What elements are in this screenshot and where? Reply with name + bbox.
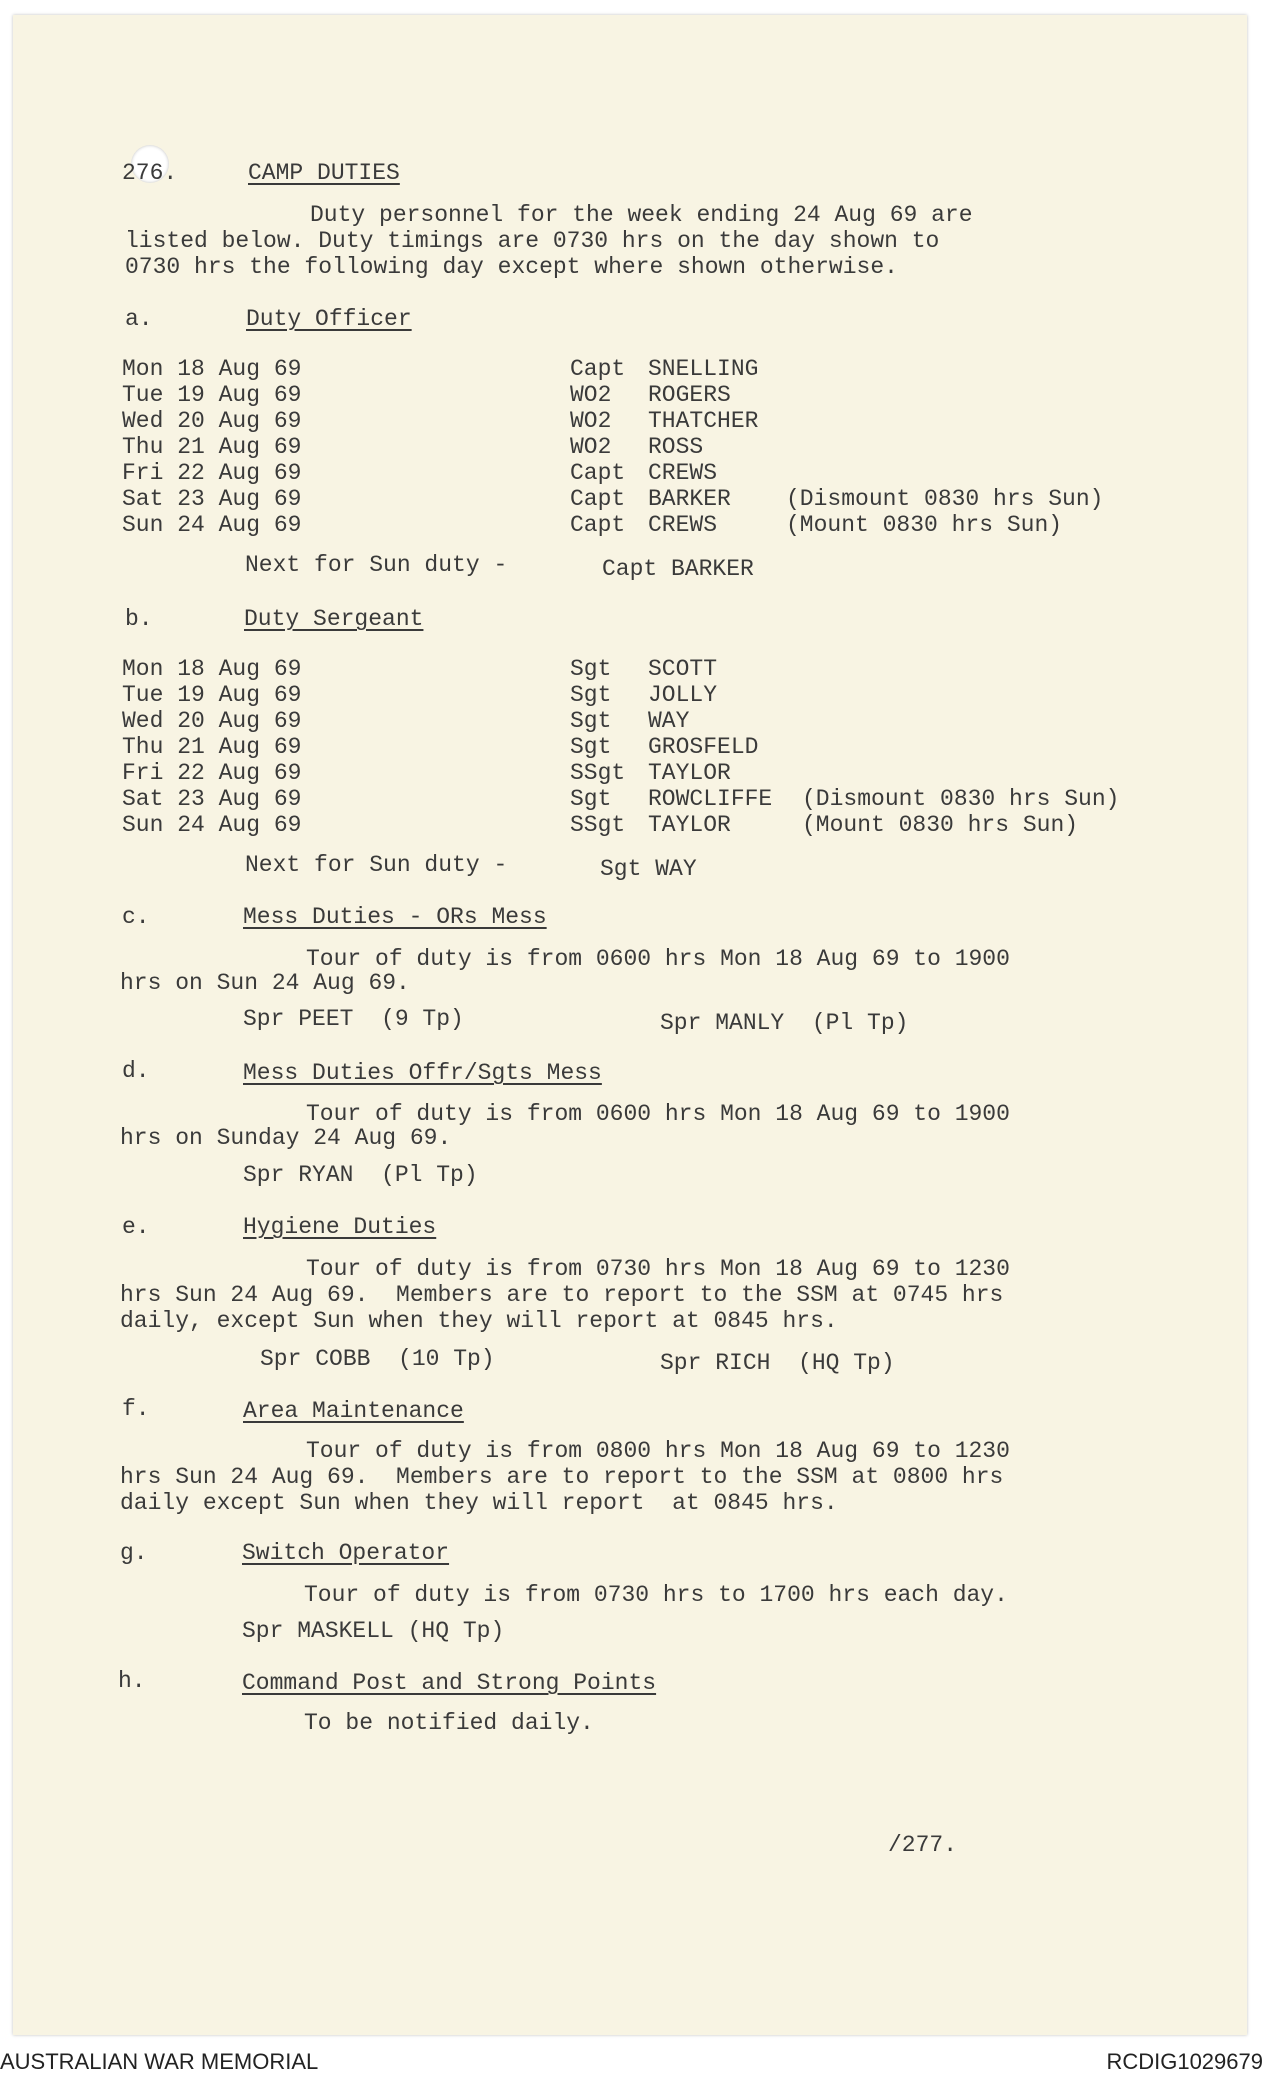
- document-page: [13, 15, 1247, 2035]
- document-heading: CAMP DUTIES: [248, 160, 400, 186]
- roster-rank: Sgt: [570, 734, 612, 760]
- roster-note: (Dismount 0830 hrs Sun): [786, 486, 1104, 512]
- roster-name: CREWS: [648, 460, 718, 486]
- body-line: hrs on Sun 24 Aug 69.: [120, 970, 410, 996]
- section-letter: b.: [125, 606, 153, 632]
- body-line: Tour of duty is from 0730 hrs to 1700 hrs each day.: [304, 1582, 1008, 1608]
- roster-name: ROSS: [648, 434, 704, 460]
- roster-name: SNELLING: [648, 356, 759, 382]
- section-title: Switch Operator: [242, 1540, 450, 1566]
- roster-name: ROGERS: [648, 382, 731, 408]
- roster-note: (Mount 0830 hrs Sun): [786, 512, 1063, 538]
- assigned-member: Spr MASKELL (HQ Tp): [242, 1618, 505, 1644]
- section-title: Duty Sergeant: [244, 606, 424, 632]
- section-title: Mess Duties Offr/Sgts Mess: [243, 1060, 602, 1086]
- intro-line: 0730 hrs the following day except where shown otherwise.: [125, 254, 898, 280]
- assigned-member: Spr PEET (9 Tp): [243, 1006, 464, 1032]
- roster-rank: Sgt: [570, 656, 612, 682]
- roster-rank: SSgt: [570, 812, 626, 838]
- roster-name: SCOTT: [648, 656, 718, 682]
- roster-name: CREWS: [648, 512, 718, 538]
- roster-rank: SSgt: [570, 760, 626, 786]
- body-line: hrs Sun 24 Aug 69. Members are to report to the SSM at 0800 hrs: [120, 1464, 1004, 1490]
- roster-rank: Capt: [570, 356, 626, 382]
- roster-name: JOLLY: [648, 682, 718, 708]
- roster-date: Wed 20 Aug 69: [122, 708, 302, 734]
- section-title: Duty Officer: [246, 306, 412, 332]
- roster-rank: Sgt: [570, 708, 612, 734]
- section-title: Mess Duties - ORs Mess: [243, 904, 547, 930]
- roster-date: Sat 23 Aug 69: [122, 486, 302, 512]
- section-letter: f.: [122, 1396, 150, 1422]
- roster-name: TAYLOR: [648, 812, 731, 838]
- roster-date: Thu 21 Aug 69: [122, 734, 302, 760]
- body-line: hrs on Sunday 24 Aug 69.: [120, 1125, 452, 1151]
- section-title: Area Maintenance: [243, 1398, 464, 1424]
- section-letter: c.: [122, 904, 150, 930]
- roster-rank: WO2: [570, 434, 612, 460]
- assigned-member: Spr COBB (10 Tp): [260, 1346, 495, 1372]
- body-line: Tour of duty is from 0600 hrs Mon 18 Aug 69 to 1900: [306, 1101, 1010, 1127]
- next-duty-value: Capt BARKER: [602, 556, 754, 582]
- body-line: Tour of duty is from 0730 hrs Mon 18 Aug 69 to 1230: [306, 1256, 1010, 1282]
- paragraph-number: 276.: [122, 160, 178, 186]
- next-duty-value: Sgt WAY: [600, 856, 697, 882]
- section-letter: g.: [120, 1540, 148, 1566]
- roster-date: Sat 23 Aug 69: [122, 786, 302, 812]
- roster-rank: Capt: [570, 512, 626, 538]
- roster-note: (Dismount 0830 hrs Sun): [802, 786, 1120, 812]
- footer-record-id: RCDIG1029679: [1106, 2049, 1263, 2074]
- roster-note: (Mount 0830 hrs Sun): [802, 812, 1079, 838]
- roster-rank: WO2: [570, 408, 612, 434]
- body-line: To be notified daily.: [304, 1710, 594, 1736]
- roster-date: Tue 19 Aug 69: [122, 682, 302, 708]
- next-duty-label: Next for Sun duty -: [245, 552, 508, 578]
- section-letter: a.: [125, 306, 153, 332]
- assigned-member: Spr RICH (HQ Tp): [660, 1350, 895, 1376]
- roster-rank: Sgt: [570, 786, 612, 812]
- intro-line: Duty personnel for the week ending 24 Aug 69 are: [310, 202, 973, 228]
- section-title: Command Post and Strong Points: [242, 1670, 657, 1696]
- next-duty-label: Next for Sun duty -: [245, 852, 508, 878]
- roster-date: Thu 21 Aug 69: [122, 434, 302, 460]
- assigned-member: Spr RYAN (Pl Tp): [243, 1162, 478, 1188]
- roster-date: Wed 20 Aug 69: [122, 408, 302, 434]
- section-letter: h.: [118, 1668, 146, 1694]
- body-line: daily, except Sun when they will report at 0845 hrs.: [120, 1308, 838, 1334]
- roster-name: BARKER: [648, 486, 731, 512]
- continuation-marker: /277.: [888, 1832, 958, 1858]
- section-letter: e.: [122, 1214, 150, 1240]
- roster-name: ROWCLIFFE: [648, 786, 773, 812]
- roster-date: Sun 24 Aug 69: [122, 812, 302, 838]
- body-line: hrs Sun 24 Aug 69. Members are to report to the SSM at 0745 hrs: [120, 1282, 1004, 1308]
- section-title: Hygiene Duties: [243, 1214, 437, 1240]
- roster-date: Mon 18 Aug 69: [122, 656, 302, 682]
- roster-name: TAYLOR: [648, 760, 731, 786]
- roster-rank: Sgt: [570, 682, 612, 708]
- roster-name: WAY: [648, 708, 690, 734]
- footer-archive-name: AUSTRALIAN WAR MEMORIAL: [0, 2049, 319, 2074]
- roster-rank: WO2: [570, 382, 612, 408]
- assigned-member: Spr MANLY (Pl Tp): [660, 1010, 909, 1036]
- body-line: Tour of duty is from 0800 hrs Mon 18 Aug 69 to 1230: [306, 1438, 1010, 1464]
- roster-date: Sun 24 Aug 69: [122, 512, 302, 538]
- roster-rank: Capt: [570, 486, 626, 512]
- roster-date: Fri 22 Aug 69: [122, 760, 302, 786]
- roster-rank: Capt: [570, 460, 626, 486]
- section-letter: d.: [122, 1058, 150, 1084]
- body-line: Tour of duty is from 0600 hrs Mon 18 Aug 69 to 1900: [306, 946, 1010, 972]
- roster-name: THATCHER: [648, 408, 759, 434]
- roster-date: Mon 18 Aug 69: [122, 356, 302, 382]
- roster-name: GROSFELD: [648, 734, 759, 760]
- body-line: daily except Sun when they will report at 0845 hrs.: [120, 1490, 838, 1516]
- roster-date: Tue 19 Aug 69: [122, 382, 302, 408]
- roster-date: Fri 22 Aug 69: [122, 460, 302, 486]
- intro-line: listed below. Duty timings are 0730 hrs on the day shown to: [125, 228, 940, 254]
